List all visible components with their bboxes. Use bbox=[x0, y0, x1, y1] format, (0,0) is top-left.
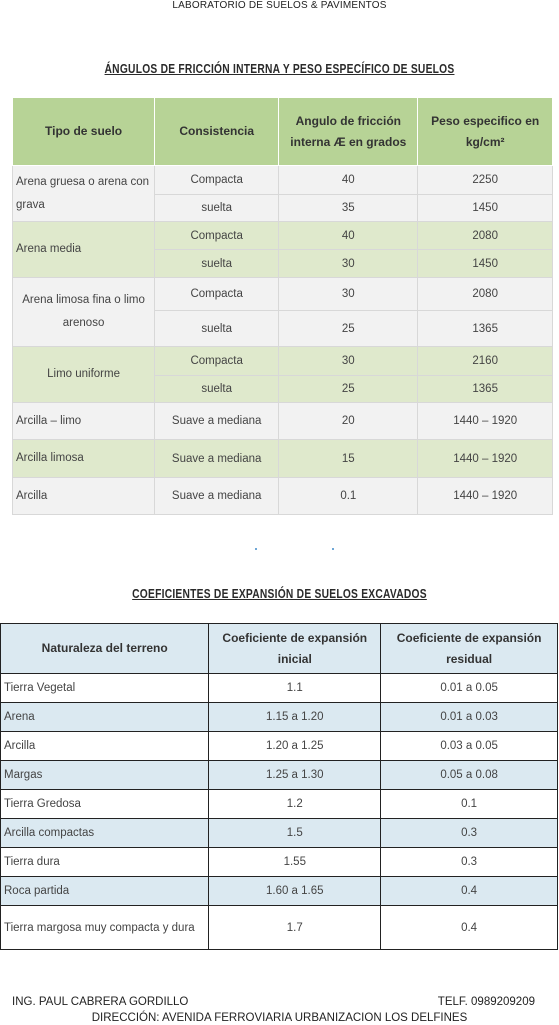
header-terrain-nature: Naturaleza del terreno bbox=[1, 624, 209, 674]
terrain-name-cell: Arcilla bbox=[1, 732, 209, 761]
residual-cell: 0.1 bbox=[381, 790, 558, 819]
residual-cell: 0.01 a 0.03 bbox=[381, 703, 558, 732]
residual-cell: 0.4 bbox=[381, 906, 558, 950]
weight-cell: 2080 bbox=[418, 278, 553, 311]
header-consistency: Consistencia bbox=[155, 98, 279, 166]
footer-address: DIRECCIÓN: AVENIDA FERROVIARIA URBANIZACION LOS DELFINES bbox=[91, 1012, 468, 1024]
residual-cell: 0.01 a 0.05 bbox=[381, 674, 558, 703]
soil-type-cell: Arena limosa fina o limo arenoso bbox=[13, 278, 155, 347]
terrain-name-cell: Tierra dura bbox=[1, 848, 209, 877]
initial-cell: 1.5 bbox=[209, 819, 381, 848]
consistency-cell: Suave a mediana bbox=[155, 403, 279, 440]
consistency-cell: suelta bbox=[155, 311, 279, 347]
initial-cell: 1.55 bbox=[209, 848, 381, 877]
consistency-cell: Compacta bbox=[155, 222, 279, 250]
soil-type-cell: Arena gruesa o arena con grava bbox=[13, 166, 155, 222]
residual-cell: 0.03 a 0.05 bbox=[381, 732, 558, 761]
consistency-cell: suelta bbox=[155, 195, 279, 222]
consistency-cell: Suave a mediana bbox=[155, 478, 279, 515]
residual-cell: 0.3 bbox=[381, 819, 558, 848]
header-soil-type: Tipo de suelo bbox=[13, 98, 155, 166]
terrain-name-cell: Arcilla compactas bbox=[1, 819, 209, 848]
page-header: LABORATORIO DE SUELOS & PAVIMENTOS bbox=[172, 0, 387, 11]
terrain-name-cell: Tierra Gredosa bbox=[1, 790, 209, 819]
header-specific-weight: Peso especifico en kg/cm² bbox=[418, 98, 553, 166]
weight-cell: 2160 bbox=[418, 347, 553, 376]
terrain-name-cell: Margas bbox=[1, 761, 209, 790]
angle-cell: 20 bbox=[279, 403, 418, 440]
footer-engineer: ING. PAUL CABRERA GORDILLO bbox=[12, 996, 189, 1008]
footer-phone: TELF. 0989209209 bbox=[437, 996, 535, 1008]
angle-cell: 30 bbox=[279, 347, 418, 376]
angle-cell: 25 bbox=[279, 376, 418, 403]
weight-cell: 1440 – 1920 bbox=[418, 403, 553, 440]
weight-cell: 1365 bbox=[418, 311, 553, 347]
initial-cell: 1.60 a 1.65 bbox=[209, 877, 381, 906]
initial-cell: 1.20 a 1.25 bbox=[209, 732, 381, 761]
soil-type-cell: Arcilla – limo bbox=[13, 403, 155, 440]
header-residual-expansion: Coeficiente de expansión residual bbox=[381, 624, 558, 674]
initial-cell: 1.2 bbox=[209, 790, 381, 819]
angle-cell: 15 bbox=[279, 440, 418, 478]
initial-cell: 1.7 bbox=[209, 906, 381, 950]
initial-cell: 1.15 a 1.20 bbox=[209, 703, 381, 732]
stray-mark bbox=[332, 548, 334, 550]
table2-title: COEFICIENTES DE EXPANSIÓN DE SUELOS EXCAVADOS bbox=[132, 587, 427, 601]
consistency-cell: Suave a mediana bbox=[155, 440, 279, 478]
weight-cell: 1450 bbox=[418, 195, 553, 222]
angle-cell: 30 bbox=[279, 250, 418, 278]
angle-cell: 40 bbox=[279, 222, 418, 250]
terrain-name-cell: Tierra margosa muy compacta y dura bbox=[1, 906, 209, 950]
terrain-name-cell: Arena bbox=[1, 703, 209, 732]
soil-type-cell: Limo uniforme bbox=[13, 347, 155, 403]
soil-type-cell: Arena media bbox=[13, 222, 155, 278]
consistency-cell: Compacta bbox=[155, 347, 279, 376]
terrain-name-cell: Tierra Vegetal bbox=[1, 674, 209, 703]
weight-cell: 2250 bbox=[418, 166, 553, 195]
friction-angle-table bbox=[12, 97, 553, 515]
angle-cell: 0.1 bbox=[279, 478, 418, 515]
residual-cell: 0.3 bbox=[381, 848, 558, 877]
soil-type-cell: Arcilla limosa bbox=[13, 440, 155, 478]
header-friction-angle: Angulo de fricción interna Æ en grados bbox=[279, 98, 418, 166]
consistency-cell: Compacta bbox=[155, 278, 279, 311]
initial-cell: 1.25 a 1.30 bbox=[209, 761, 381, 790]
consistency-cell: suelta bbox=[155, 250, 279, 278]
angle-cell: 30 bbox=[279, 278, 418, 311]
header-initial-expansion: Coeficiente de expansión inicial bbox=[209, 624, 381, 674]
weight-cell: 2080 bbox=[418, 222, 553, 250]
angle-cell: 25 bbox=[279, 311, 418, 347]
soil-type-cell: Arcilla bbox=[13, 478, 155, 515]
consistency-cell: Compacta bbox=[155, 166, 279, 195]
consistency-cell: suelta bbox=[155, 376, 279, 403]
table1-title: ÁNGULOS DE FRICCIÓN INTERNA Y PESO ESPECÍFICO DE SUELOS bbox=[104, 62, 455, 76]
stray-mark bbox=[255, 548, 257, 550]
weight-cell: 1450 bbox=[418, 250, 553, 278]
weight-cell: 1440 – 1920 bbox=[418, 440, 553, 478]
residual-cell: 0.05 a 0.08 bbox=[381, 761, 558, 790]
terrain-name-cell: Roca partida bbox=[1, 877, 209, 906]
initial-cell: 1.1 bbox=[209, 674, 381, 703]
expansion-coefficient-table bbox=[0, 623, 558, 950]
residual-cell: 0.4 bbox=[381, 877, 558, 906]
angle-cell: 40 bbox=[279, 166, 418, 195]
weight-cell: 1365 bbox=[418, 376, 553, 403]
angle-cell: 35 bbox=[279, 195, 418, 222]
weight-cell: 1440 – 1920 bbox=[418, 478, 553, 515]
